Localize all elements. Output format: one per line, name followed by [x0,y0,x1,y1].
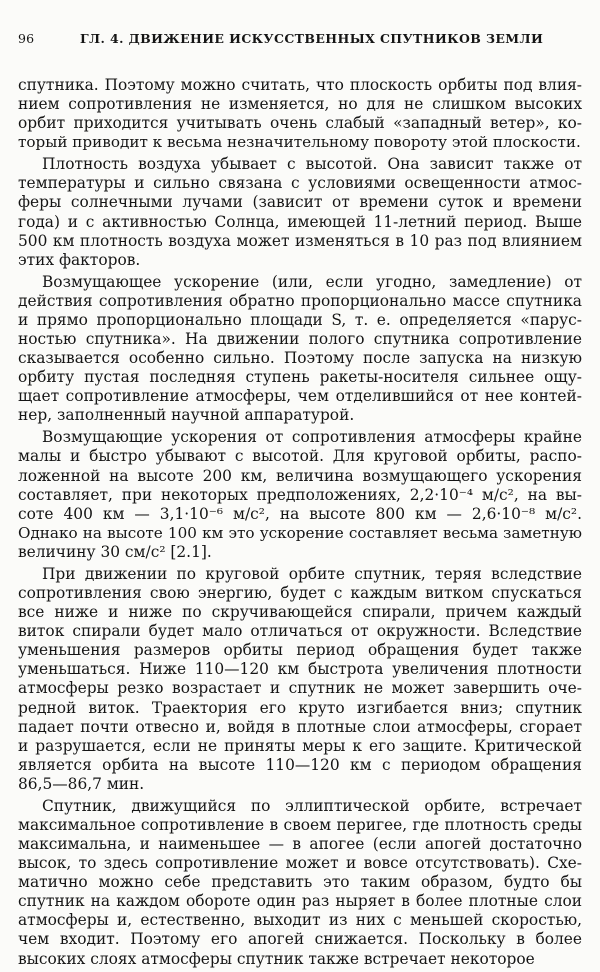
text-line: сказывается особенно сильно. Поэтому после запуска на низкую [18,349,582,368]
text-line: величину 30 см/с² [2.1]. [18,542,212,561]
text-line: максимальна, и наименьшее — в апогее (если апогей достаточно [18,835,582,854]
book-page [18,0,582,968]
text-line: Возмущающие ускорения от сопротивления атмосферы крайне [42,428,582,447]
text-line: уменьшения размеров орбиты период обращения будет также [18,641,582,660]
paragraph [18,273,582,426]
text-line: высок, то здесь сопротивление может и вовсе отсутствовать). Схе- [18,854,582,873]
text-line: феры солнечными лучами (зависит от времени суток и времени [18,193,582,212]
text-line: Плотность воздуха убывает с высотой. Она зависит также от [42,155,582,174]
text-line: спутника. Поэтому можно считать, что плоскость орбиты под влия- [18,76,582,94]
text-line: сопротивления свою энергию, будет с каждым витком спускаться [18,584,582,603]
text-line: орбит приходится учитывать очень слабый «западный ветер», ко- [18,114,582,133]
text-line: атмосферы и, естественно, выходит из них с меньшей скоростью, [18,911,582,930]
text-line: виток спирали будет мало отличаться от окружности. Вследствие [18,622,582,641]
paragraph [18,155,582,269]
text-line: уменьшаться. Ниже 110—120 км быстрота увеличения плотности [18,660,582,679]
text-line: щает сопротивление атмосферы, чем отделившийся от нее контей- [18,387,582,406]
text-line: соте 400 км — 3,1·10⁻⁶ м/с², на высоте 800 км — 2,6·10⁻⁸ м/с². [18,504,582,523]
text-line: действия сопротивления обратно пропорционально массе спутника [18,291,582,310]
running-head [18,31,582,51]
page-number: 96 [18,31,35,46]
text-line: является орбита на высоте 110—120 км с периодом обращения [18,755,582,774]
text-line: При движении по круговой орбите спутник, теряя вследствие [42,564,582,583]
text-line: Возмущающее ускорение (или, если угодно, замедление) от [42,272,582,291]
text-line: составляет, при некоторых предположениях, 2,2·10⁻⁴ м/с², на вы- [18,485,582,504]
text-line: Спутник, движущийся по эллиптической орбите, встречает [42,796,582,815]
text-line: спутник на каждом обороте один раз ныряет в более плотные слои [18,892,582,911]
paragraph [18,428,582,562]
text-line: атмосферы резко возрастает и спутник не может завершить оче- [18,679,582,698]
text-line: нер, заполненный научной аппаратурой. [18,406,355,425]
text-line: падает почти отвесно и, войдя в плотные слои атмосферы, сгорает [18,717,582,736]
text-line: ложенной на высоте 200 км, величина возмущающего ускорения [18,466,582,485]
paragraph [18,76,582,152]
text-line: максимальное сопротивление в своем перигее, где плотность среды [18,815,582,834]
text-line: и разрушается, если не приняты меры к его защите. Критической [18,736,582,755]
chapter-title: ГЛ. 4. ДВИЖЕНИЕ ИСКУССТВЕННЫХ СПУТНИКОВ ЗЕМЛИ [80,31,544,46]
text-line: Однако на высоте 100 км это ускорение составляет весьма заметную [18,523,582,542]
text-line: 500 км плотность воздуха может изменяться в 10 раз под влиянием [18,231,582,250]
text-line: 86,5—86,7 мин. [18,774,145,793]
paragraph [18,797,582,969]
text-line: и прямо пропорционально площади S, т. е. определяется «парус- [18,310,582,329]
text-line: высоких слоях атмосферы спутник также встречает некоторое [18,949,535,968]
text-line: орбиту пустая последняя ступень ракеты-носителя сильнее ощу- [18,368,582,387]
text-line: все ниже и ниже по скручивающейся спирали, причем каждый [18,603,582,622]
body-text [18,76,582,972]
text-line: торый приводит к весьма незначительному повороту этой плоскости. [18,133,581,152]
text-line: ностью спутника». На движении полого спутника сопротивление [18,330,582,349]
text-line: нием сопротивления не изменяется, но для не слишком высоких [18,95,582,114]
paragraph [18,565,582,794]
text-line: малы и быстро убывают с высотой. Для круговой орбиты, распо- [18,447,582,466]
text-line: чем входит. Поэтому его апогей снижается. Поскольку в более [18,930,582,949]
text-line: редной виток. Траектория его круто изгибается вниз; спутник [18,698,582,717]
text-line: температуры и сильно связана с условиями освещенности атмос- [18,174,582,193]
text-line: этих факторов. [18,250,141,269]
text-line: года) и с активностью Солнца, имеющей 11-летний период. Выше [18,212,582,231]
text-line: матично можно себе представить это таким образом, будто бы [18,873,582,892]
